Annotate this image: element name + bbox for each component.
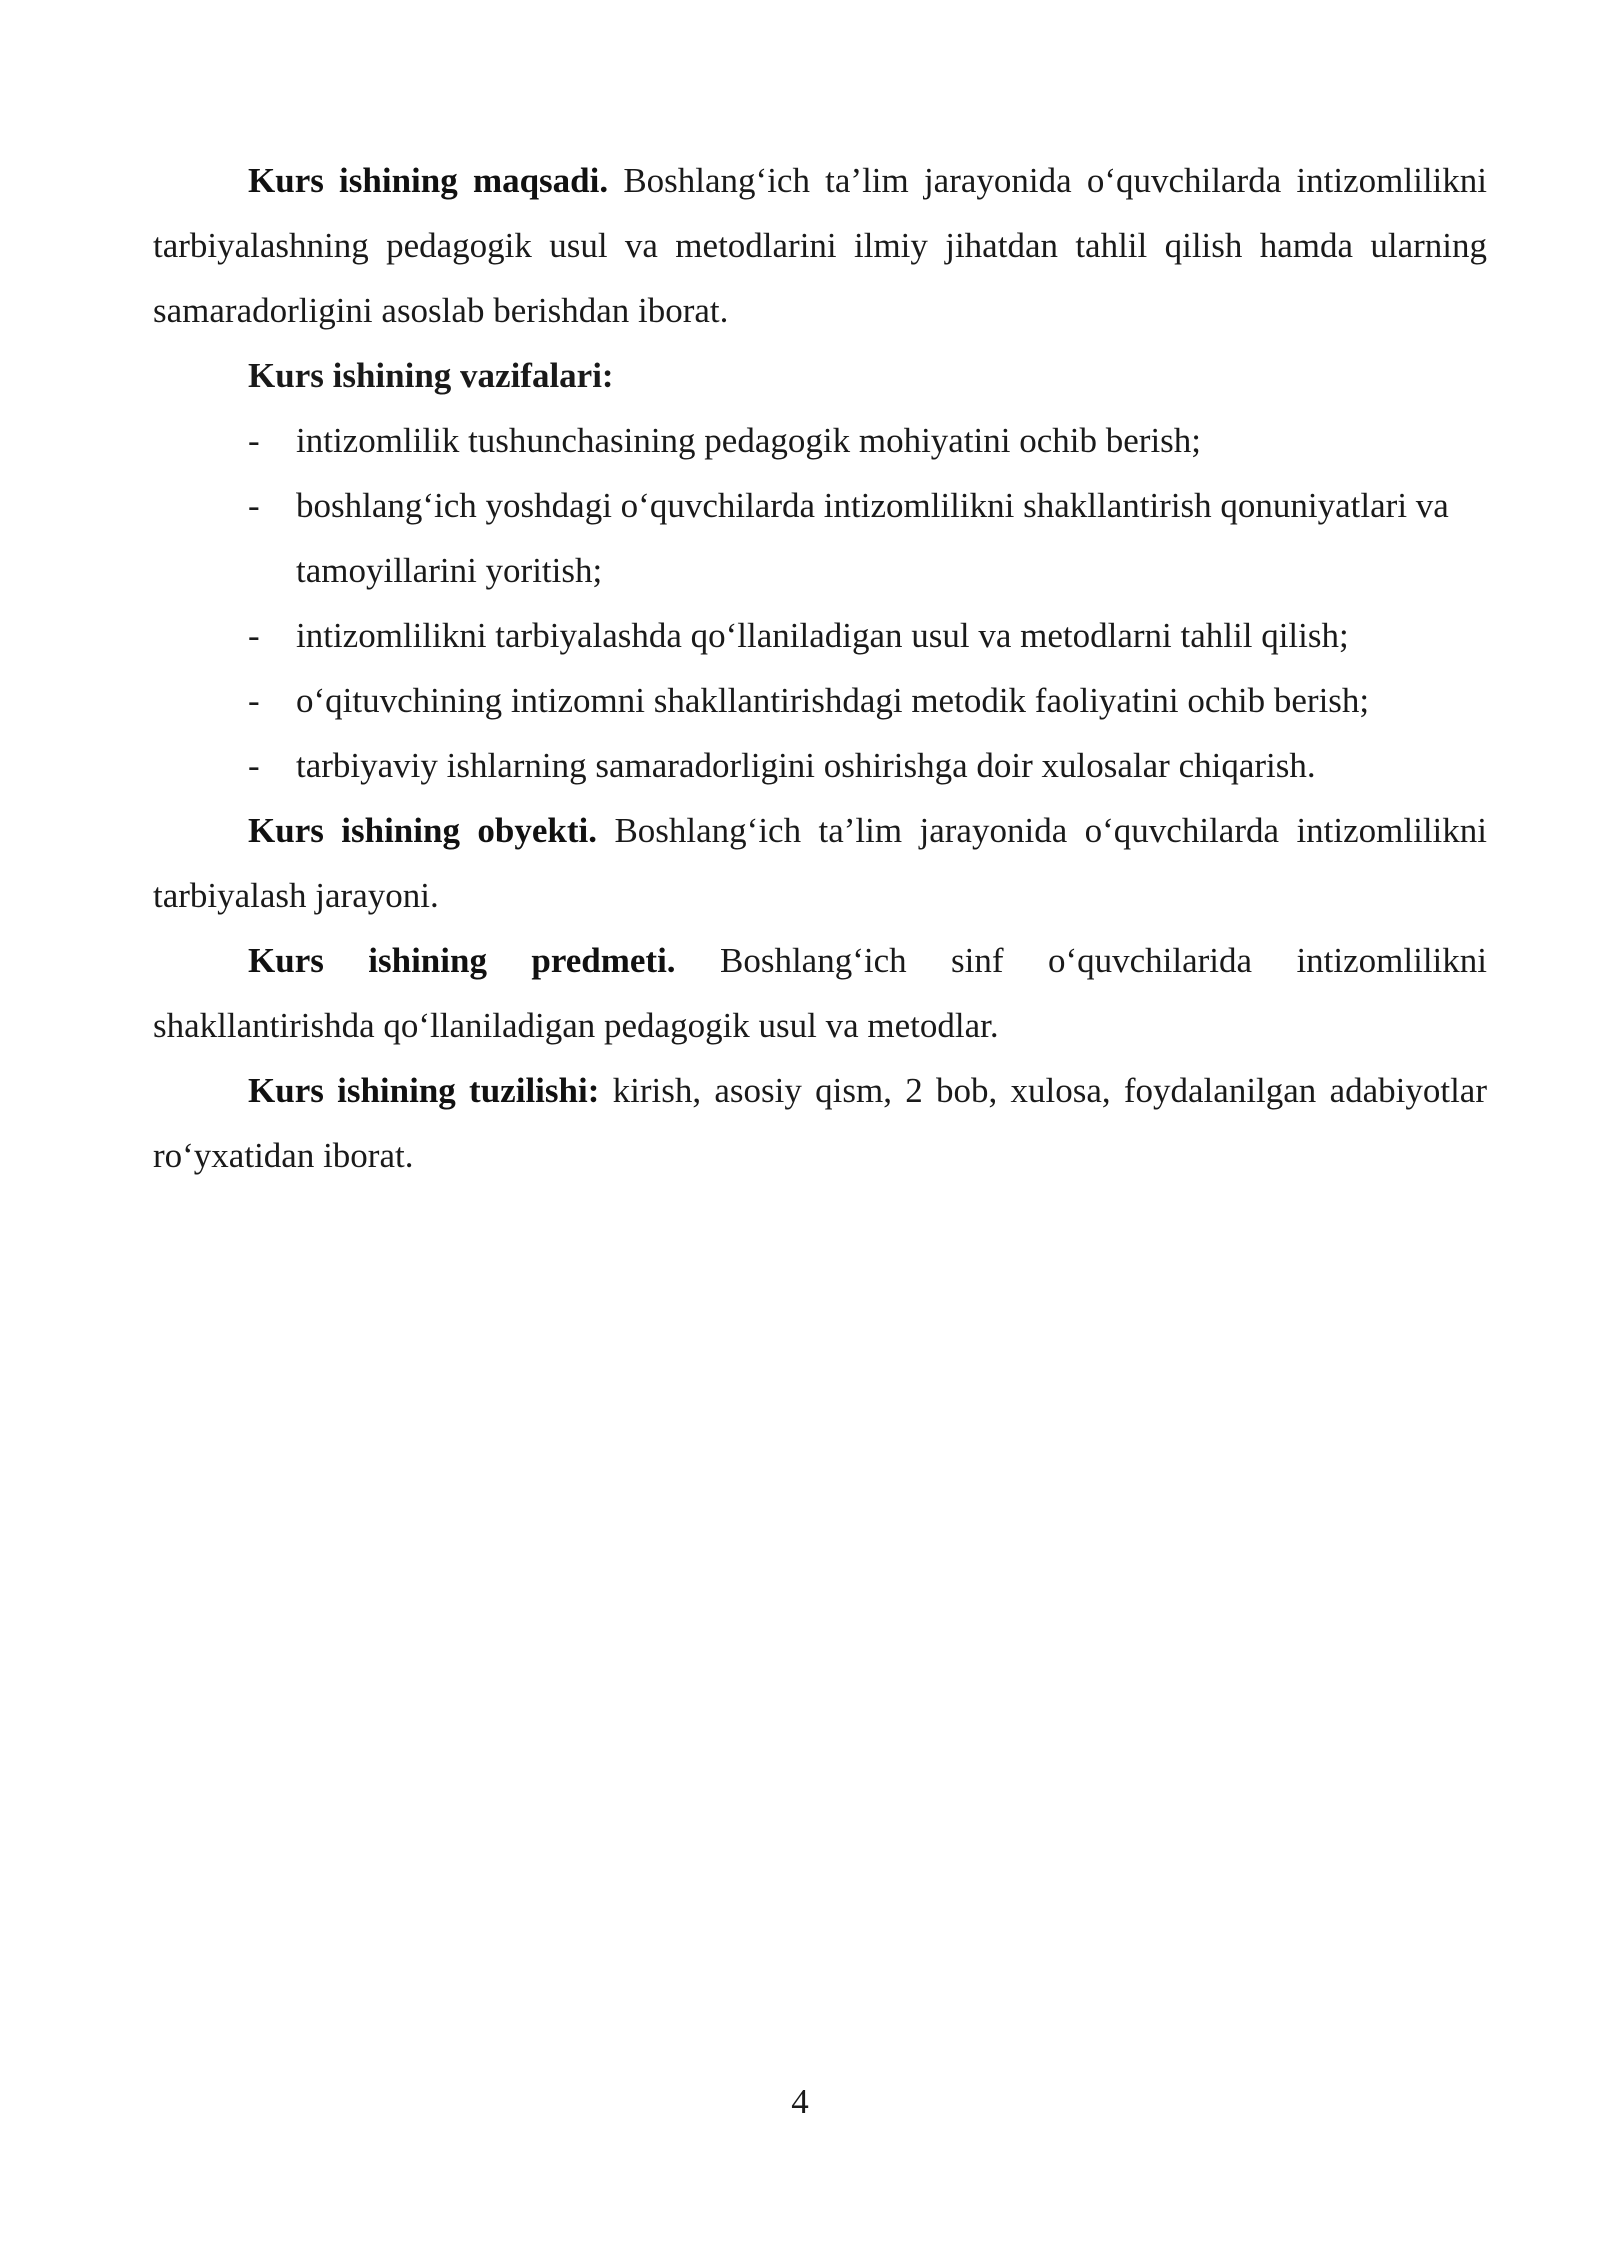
object-paragraph — [153, 798, 1487, 928]
subject-label: Kurs ishining predmeti. — [248, 941, 676, 980]
tasks-list — [153, 408, 1487, 798]
goal-text: Boshlang‘ich ta’lim jarayonida o‘quvchilarda intizomlilikni tarbiyalashning pedagogik usul va metodlarini ilmiy jihatdan tahlil qilish hamda ularning samaradorligini asoslab berishdan iborat. — [153, 161, 1487, 330]
structure-text: kirish, asosiy qism, 2 bob, xulosa, foydalanilgan adabiyotlar ro‘yxatidan iborat. — [153, 1071, 1487, 1175]
subject-text: Boshlang‘ich sinf o‘quvchilarida intizomlilikni shakllantirishda qo‘llaniladigan pedagogik usul va metodlar. — [153, 941, 1488, 1045]
list-bullet: - — [248, 616, 260, 655]
object-text: Boshlang‘ich ta’lim jarayonida o‘quvchilarda intizomlilikni tarbiyalash jarayoni. — [153, 811, 1487, 915]
list-item-text: o‘qituvchining intizomni shakllantirishdagi metodik faoliyatini ochib berish; — [296, 681, 1370, 720]
list-bullet: - — [248, 421, 260, 460]
list-item — [153, 408, 1487, 473]
list-item — [153, 733, 1487, 798]
subject-paragraph — [153, 928, 1487, 1058]
list-item — [153, 473, 1487, 603]
object-label: Kurs ishining obyekti. — [248, 811, 597, 850]
structure-paragraph — [153, 1058, 1487, 1188]
goal-paragraph — [153, 148, 1487, 343]
goal-label: Kurs ishining maqsadi. — [248, 161, 609, 200]
list-bullet: - — [248, 486, 260, 525]
structure-label: Kurs ishining tuzilishi: — [248, 1071, 600, 1110]
tasks-heading: Kurs ishining vazifalari: — [248, 356, 614, 395]
list-bullet: - — [248, 681, 260, 720]
list-item-text: tarbiyaviy ishlarning samaradorligini oshirishga doir xulosalar chiqarish. — [296, 746, 1316, 785]
list-item-text: intizomlilikni tarbiyalashda qo‘llaniladigan usul va metodlarni tahlil qilish; — [296, 616, 1349, 655]
list-item — [153, 603, 1487, 668]
list-item-text: boshlang‘ich yoshdagi o‘quvchilarda intizomlilikni shakllantirish qonuniyatlari va tamoyillarini yoritish; — [296, 486, 1449, 590]
document-body — [153, 148, 1487, 1188]
list-item-text: intizomlilik tushunchasining pedagogik mohiyatini ochib berish; — [296, 421, 1202, 460]
page-number: 4 — [791, 2082, 809, 2121]
list-item — [153, 668, 1487, 733]
list-bullet: - — [248, 746, 260, 785]
